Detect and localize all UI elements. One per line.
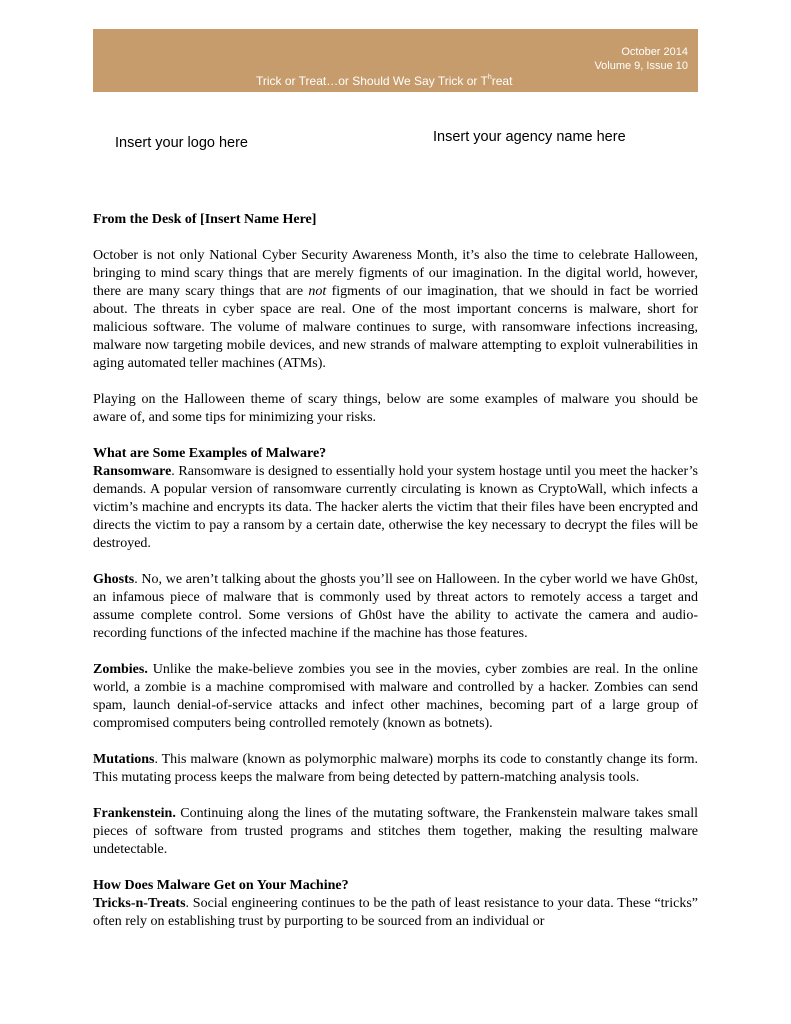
desk-heading-text: From the Desk of [Insert Name Here] <box>93 212 317 227</box>
agency-name-placeholder: Insert your agency name here <box>433 129 626 145</box>
example-term: Ghosts <box>93 572 135 587</box>
intro-p1-b: figments of our imagination, that we should in fact be worried about. The threats in cyber space are real. One of the most important concerns is malware, short for malicious software. The volume of malware continues to surge, with ransomware infections increasing, malware now targeting mobile devices, and new strands of malware attempting to exploit vulnerabilities in aging automated teller machines (ATMs). <box>93 284 698 371</box>
example-zombies <box>93 661 698 733</box>
example-term: Frankenstein. <box>93 806 176 821</box>
examples-heading <box>93 445 698 463</box>
howto-term: Tricks-n-Treats <box>93 896 186 911</box>
tagline-text: Trick or Treat…or Should We Say Trick or T <box>256 74 488 88</box>
example-ghosts <box>93 571 698 643</box>
intro-p1-a: October is not only National Cyber Security Awareness Month, it’s also the time to celebrate Halloween, bringing to mind scary things that are merely figments of our imagination. In the digital world, however, there are many scary things that are <box>93 248 698 299</box>
intro-paragraph-1 <box>93 247 698 373</box>
tagline-superscript: h <box>487 74 492 81</box>
howto-text: . Social engineering continues to be the path of least resistance to your data. These “tricks” often rely on establishing trust by purporting to be sourced from an individual or <box>93 896 698 929</box>
example-text: Unlike the make-believe zombies you see in the movies, cyber zombies are real. In the online world, a zombie is a machine compromised with malware and controlled by a hacker. Zombies can send spam, launch denial-of-service attacks and infect other machines, becoming part of a large group of compromised computers being controlled remotely (known as botnets). <box>93 662 698 731</box>
example-text: . Ransomware is designed to essentially hold your system hostage until you meet the hacker’s demands. A popular version of ransomware currently circulating is known as CryptoWall, which infects a victim’s machine and encrypts its data. The hacker alerts the victim that their files have been encrypted and directs the victim to pay a ransom by a certain date, otherwise the key necessary to decrypt the files will be destroyed. <box>93 464 698 551</box>
howto-heading-text: How Does Malware Get on Your Machine? <box>93 878 349 893</box>
example-ransomware <box>93 463 698 553</box>
intro-p1-emphasis: not <box>308 284 327 299</box>
article-body <box>93 211 698 931</box>
logo-placeholder: Insert your logo here <box>115 135 248 151</box>
issue-date: October 2014 <box>621 46 688 58</box>
examples-heading-text: What are Some Examples of Malware? <box>93 446 327 461</box>
example-frankenstein <box>93 805 698 859</box>
issue-volume: Volume 9, Issue 10 <box>594 60 688 72</box>
tagline-end: reat <box>491 74 513 88</box>
header-banner <box>93 29 698 92</box>
howto-heading <box>93 877 698 895</box>
example-text: . No, we aren’t talking about the ghosts you’ll see on Halloween. In the cyber world we have Gh0st, an infamous piece of malware that is commonly used by threat actors to remotely access a target and assume complete control. Some versions of Gh0st have the ability to activate the camera and audio-recording functions of the infected machine if the machine has those features. <box>93 572 698 641</box>
example-mutations <box>93 751 698 787</box>
example-term: Ransomware <box>93 464 172 479</box>
example-text: Continuing along the lines of the mutating software, the Frankenstein malware takes small pieces of software from trusted programs and stitches them together, making the resulting malware undetectable. <box>93 806 698 857</box>
newsletter-tagline <box>256 74 512 88</box>
example-term: Mutations <box>93 752 155 767</box>
howto-tricks-n-treats <box>93 895 698 931</box>
desk-heading <box>93 211 698 229</box>
example-term: Zombies. <box>93 662 148 677</box>
example-text: . This malware (known as polymorphic malware) morphs its code to constantly change its form. This mutating process keeps the malware from being detected by pattern-matching analysis tools. <box>93 752 698 785</box>
intro-paragraph-2: Playing on the Halloween theme of scary things, below are some examples of malware you should be aware of, and some tips for minimizing your risks. <box>93 392 698 425</box>
